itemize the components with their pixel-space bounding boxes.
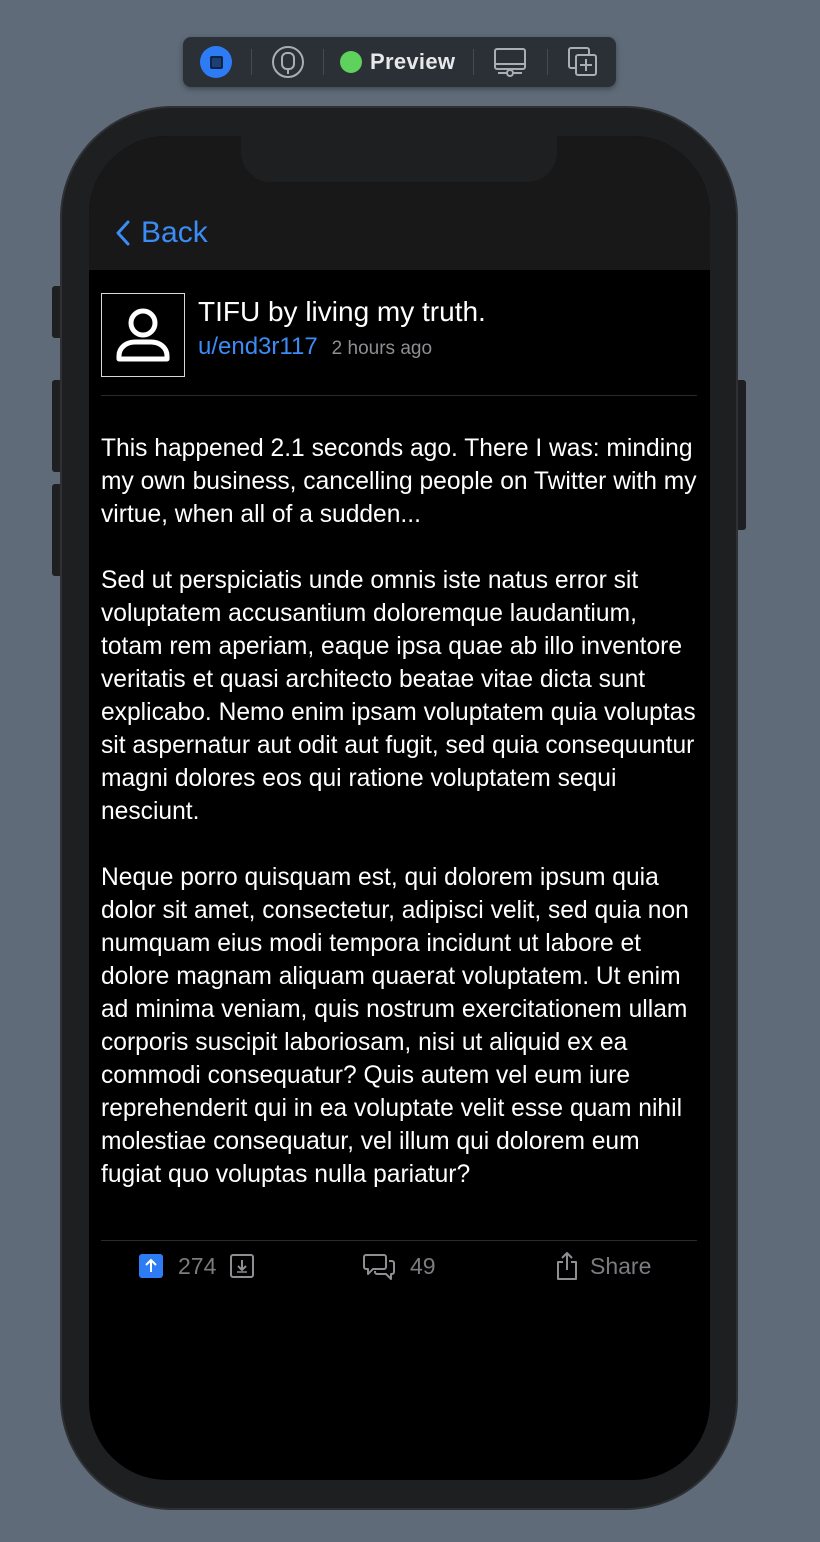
toolbar-separator <box>251 49 252 75</box>
comments-icon <box>363 1252 397 1280</box>
post-body <box>101 432 701 1224</box>
status-dot <box>340 51 362 73</box>
downvote-icon[interactable] <box>230 1254 254 1278</box>
preview-toolbar <box>183 37 616 87</box>
post-header <box>101 293 697 395</box>
person-icon <box>111 303 175 367</box>
comments-button[interactable] <box>363 1240 436 1292</box>
share-label: Share <box>590 1252 652 1279</box>
post-paragraph: Neque porro quisquam est, qui dolorem ipsum quia dolor sit amet, consectetur, adipisci velit, sed quia non numquam eius modi tempora incidunt ut labore et dolore magnam aliquam quaerat voluptatem. Ut enim ad minima veniam, quis nostrum exercitationem ullam corporis suscipit laboriosam, nisi ut aliquid ex ea commodi consequatur? Quis autem vel eum iure reprehenderit qui in ea voluptate velit esse quam nihil molestiae consequatur, vel illum qui dolorem eum fugiat quo voluptas nulla pariatur? <box>101 864 689 1188</box>
toolbar-separator <box>473 49 474 75</box>
device-settings-button[interactable] <box>492 37 528 87</box>
notch <box>241 136 557 182</box>
header-divider <box>101 395 697 396</box>
duplicate-preview-icon <box>566 45 600 79</box>
post-meta <box>198 333 486 361</box>
share-icon <box>555 1251 579 1281</box>
live-preview-icon <box>200 46 232 78</box>
post-title: TIFU by living my truth. <box>198 296 486 327</box>
comment-count: 49 <box>410 1252 436 1279</box>
preview-button[interactable] <box>340 37 455 87</box>
avatar[interactable] <box>101 293 185 377</box>
preview-label: Preview <box>370 49 456 74</box>
back-button[interactable] <box>115 216 208 250</box>
chevron-left-icon <box>115 219 131 247</box>
toolbar-separator <box>547 49 548 75</box>
selectable-mode-button[interactable] <box>270 37 306 87</box>
post-paragraph: This happened 2.1 seconds ago. There I was: minding my own business, cancelling people on Twitter with my virtue, when all of a sudden... <box>101 435 697 528</box>
post-paragraph: Sed ut perspiciatis unde omnis iste natus error sit voluptatem accusantium doloremque laudantium, totam rem aperiam, eaque ipsa quae ab illo inventore veritatis et quasi architecto beatae vitae dicta sunt explicabo. Nemo enim ipsam voluptatem quia voluptas sit aspernatur aut odit aut fugit, sed quia consequuntur magni dolores eos qui ratione voluptatem sequi nesciunt. <box>101 567 696 825</box>
post-actions <box>101 1240 697 1292</box>
vote-count: 274 <box>178 1252 217 1279</box>
share-button[interactable] <box>555 1240 651 1292</box>
duplicate-preview-button[interactable] <box>565 37 601 87</box>
phone-screen <box>89 136 710 1480</box>
post-time: 2 hours ago <box>331 338 433 359</box>
post-header-text <box>198 293 486 395</box>
author-link[interactable]: u/end3r117 <box>198 333 318 360</box>
live-preview-button[interactable] <box>199 37 233 87</box>
variants-icon <box>271 45 305 79</box>
back-label: Back <box>141 216 208 249</box>
toolbar-separator <box>323 49 324 75</box>
upvote-icon[interactable] <box>139 1254 163 1278</box>
vote-group <box>139 1240 254 1292</box>
device-settings-icon <box>492 46 528 78</box>
